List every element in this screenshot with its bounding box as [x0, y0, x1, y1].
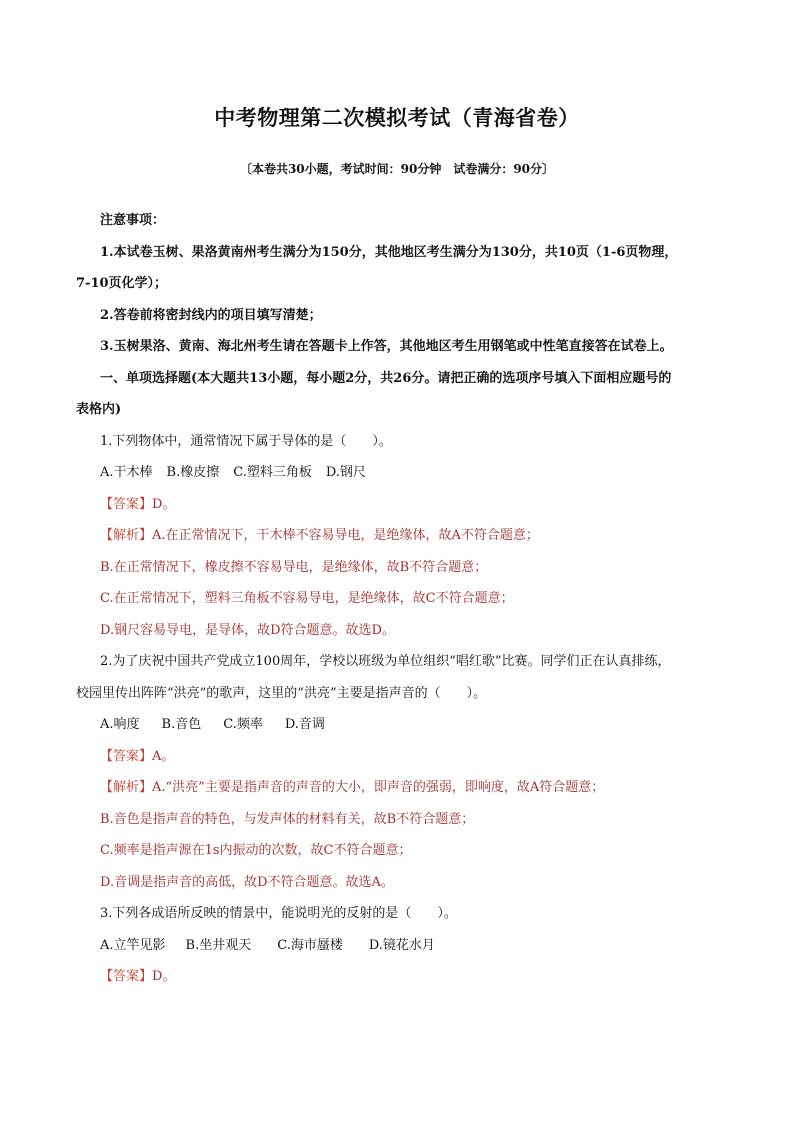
answer-value: D。 — [152, 969, 176, 984]
exam-body — [76, 205, 726, 993]
q1-analysis-4: D.钢尺容易导电，是导体，故D符合题意。故选D。 — [100, 622, 395, 638]
answer-value: A。 — [152, 748, 175, 764]
page-title: 中考物理第二次模拟考试（青海省卷） — [214, 106, 580, 130]
note-1b: 7-10页化学）； — [76, 276, 168, 291]
q1-option-b: B.橡皮擦 — [166, 465, 220, 480]
question-1-options — [76, 457, 726, 489]
q1-analysis-1 — [76, 520, 726, 552]
q1-answer — [76, 489, 726, 521]
analysis-text: A.“洪亮”主要是指声音的声音的大小，即声音的强弱，即响度，故A符合题意； — [152, 780, 605, 795]
question-1-stem: 1.下列物体中，通常情况下属于导体的是（ ）。 — [100, 433, 392, 449]
question-2-options — [76, 709, 726, 741]
question-2-stem-cont: 校园里传出阵阵“洪亮”的歌声，这里的“洪亮”主要是指声音的（ ）。 — [76, 685, 487, 701]
q2-option-b: B.音色 — [161, 717, 202, 732]
note-1a: 1.本试卷玉树、果洛黄南州考生满分为150分，其他地区考生满分为130分，共10页（1-6页物理， — [100, 244, 678, 260]
note-3: 3.玉树果洛、黄南、海北州考生请在答题卡上作答，其他地区考生用钢笔或中性笔直接答在试卷上。 — [100, 339, 673, 354]
q3-option-d: D.镜花水月 — [368, 937, 435, 953]
question-3-stem: 3.下列各成语所反映的情景中，能说明光的反射的是（ ）。 — [100, 906, 457, 921]
q1-analysis-3: C.在正常情况下，塑料三角板不容易导电，是绝缘体，故C不符合题意； — [100, 591, 514, 606]
q3-option-c: C.海市蜃楼 — [277, 937, 343, 953]
answer-tag: 【答案】 — [100, 496, 153, 512]
section-heading-cont: 表格内) — [76, 402, 122, 417]
q2-option-c: C.频率 — [223, 717, 263, 732]
question-3-options — [76, 930, 726, 962]
answer-tag: 【答案】 — [100, 969, 153, 984]
question-2-stem: 2.为了庆祝中国共产党成立100周年，学校以班级为单位组织“唱红歌”比赛。同学们正在认真排练， — [100, 654, 671, 669]
q1-analysis-2: B.在正常情况下，橡皮擦不容易导电，是绝缘体，故B不符合题意； — [100, 559, 488, 575]
q2-option-d: D.音调 — [284, 717, 325, 732]
answer-value: D。 — [152, 496, 176, 512]
answer-tag: 【答案】 — [100, 748, 153, 764]
q2-analysis-2: B.音色是指声音的特色，与发声体的材料有关，故B不符合题意； — [100, 811, 475, 827]
analysis-tag: 【解析】 — [100, 780, 153, 795]
notes-heading: 注意事项： — [100, 213, 166, 228]
q3-answer — [76, 961, 726, 993]
q1-option-a: A.干木棒 — [100, 465, 153, 480]
note-2: 2.答卷前将密封线内的项目填写清楚； — [100, 307, 322, 323]
q3-option-a: A.立竿见影 — [100, 937, 166, 953]
analysis-tag: 【解析】 — [100, 528, 153, 543]
section-heading: 一、单项选择题(本大题共13小题，每小题2分，共26分。请把正确的选项序号填入下面相应题号的 — [100, 370, 672, 386]
q2-analysis-4: D.音调是指声音的高低，故D不符合题意。故选A。 — [100, 874, 394, 890]
q2-answer — [76, 741, 726, 773]
analysis-text: A.在正常情况下，干木棒不容易导电，是绝缘体，故A不符合题意； — [152, 528, 539, 543]
q2-analysis-1 — [76, 772, 726, 804]
q1-option-c: C.塑料三角板 — [233, 465, 312, 480]
q1-option-d: D.钢尺 — [325, 465, 366, 480]
q2-option-a: A.响度 — [100, 717, 140, 732]
q2-analysis-3: C.频率是指声源在1s内振动的次数，故C不符合题意； — [100, 843, 412, 858]
exam-subtitle: 〔本卷共30小题，考试时间：90分钟 试卷满分：90分〕 — [239, 162, 555, 176]
q3-option-b: B.坐井观天 — [185, 937, 252, 953]
